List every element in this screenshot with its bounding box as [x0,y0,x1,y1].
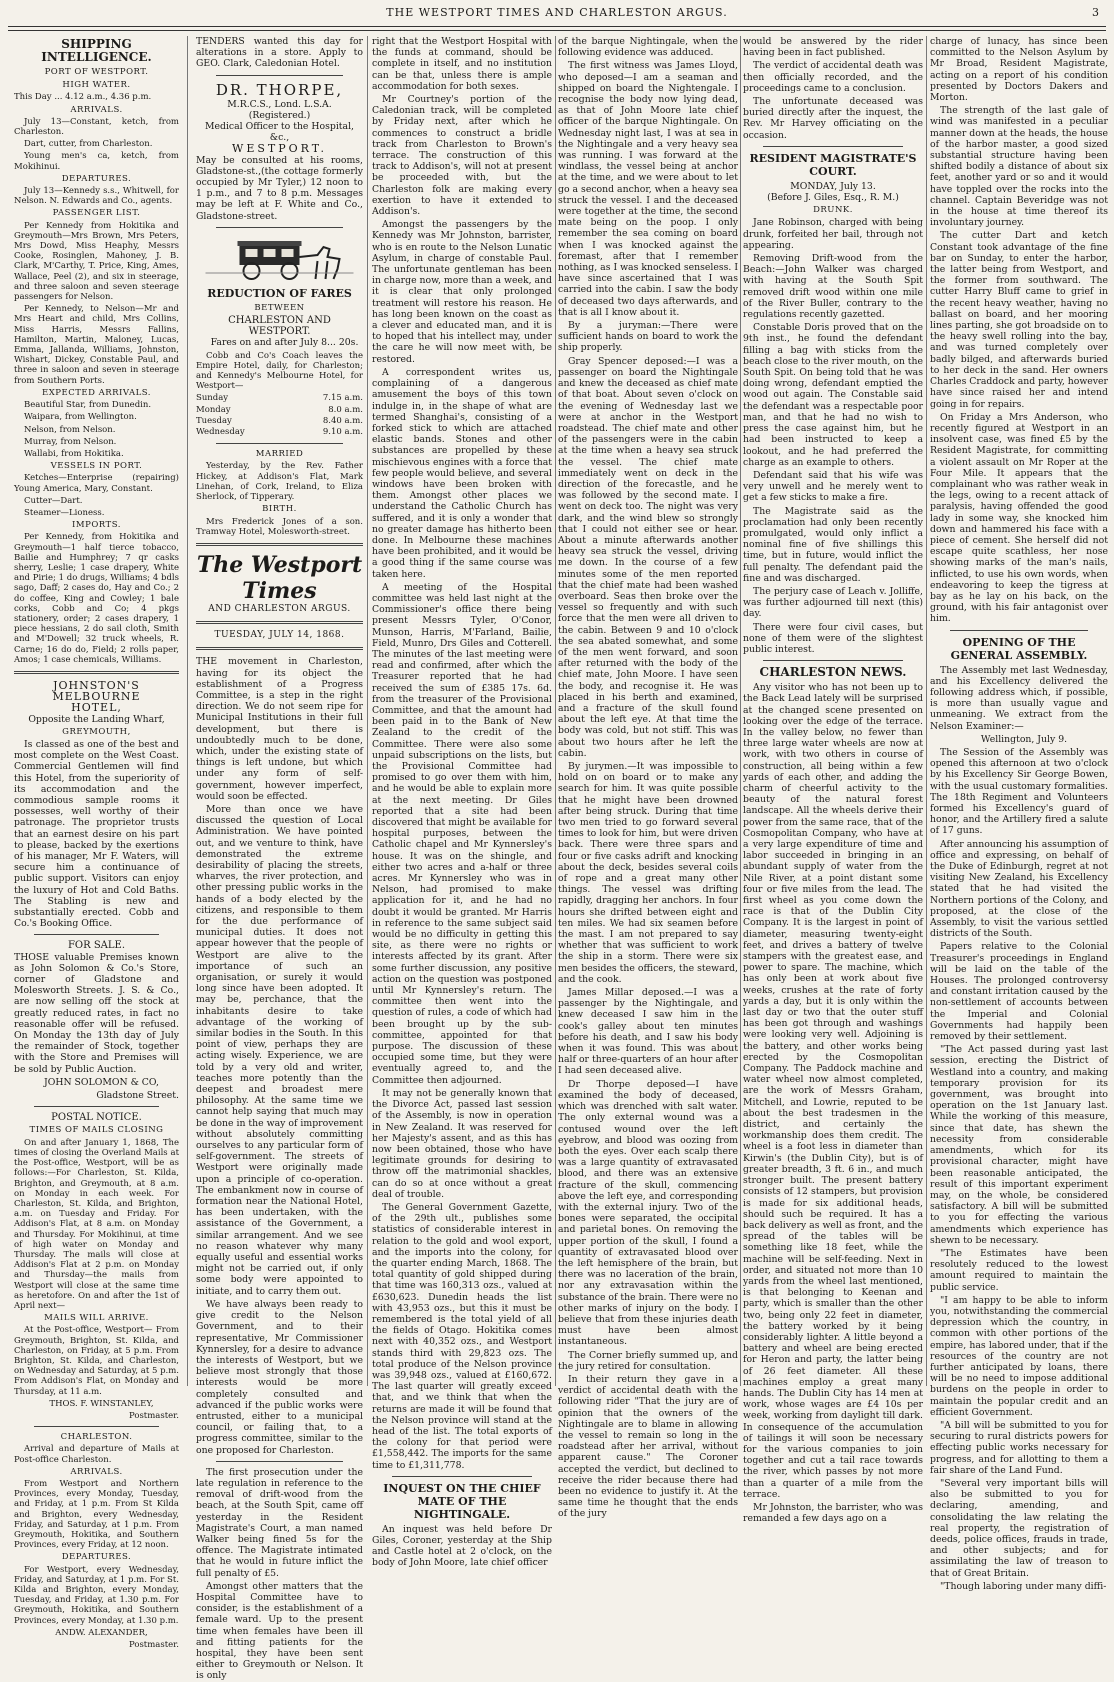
passenger-list: Per Kennedy, to Nelson—Mr and Mrs Heart and child, Mrs Collins, Miss Harris, Messrs Fallins, Hamilton, Martin, Maloney, Lucas, Emma, Jallanda, Williams, Johnston, Wishart, Dickey, Constable Paul, and three in saloon and seven in steerage from Southern Ports. [14,304,179,386]
charleston-arrivals-heading: ARRIVALS. [70,1466,123,1477]
court-before: (Before J. Giles, Esq., R. M.) [767,192,899,204]
expected-item: Murray, from Nelson. [24,436,117,447]
divider [392,1476,532,1477]
article-paragraph: Gray Spencer deposed:—I was a passenger on board the Nightingale and knew the deceased as chief mate of that boat. About seven o'clock on the evening of Wednesday last we were at anchor in the Westport roadstead. The chief mate and other of the passengers were in the cabin at the time when a heavy sea struck the vessel. The chief mate immediately went on deck in the direction of the forecastle, and he was followed by the second mate. I went on deck too. The night was very dark, and the wind blew so strongly that I could not either see or hear. About a minute afterwards another heavy sea struck the vessel, driving me down. In the course of a few minutes some of the men reported that the chief mate had been washed overboard. Seas then broke over the vessel so frequently and with such force that the men were all driven to the cabin. Between 9 and 10 o'clock the sea abated somewhat, and some of the men went forward, and soon after returned with the body of the chief mate, John Moore. I have seen the body, and recognise it. He was placed in his berth and examined, and a fracture of the skull found about the left eye. At that time the body was cold, but not stiff. This was about two hours after he left the cabin. [558,355,738,759]
column-rule [367,36,368,1386]
divider [216,443,343,444]
dateline: Wellington, July 9. [980,733,1068,745]
departures-heading: DEPARTURES. [61,173,132,184]
expected-item: Nelson, from Nelson. [24,424,116,435]
imports-text: Per Kennedy, from Hokitika and Greymouth—1 half tierce tobacco, Bailie and Humphrey; 7 qr casks sherry, Leslie; 1 case drapery, White and Pirie; 1 do drugs, Williams; 4 bdls sago, Daff; 2 cases do, Hay and Co.; 2 do coffee, King and Cowley; 1 bale corks, Cobb and Co; 4 pkgs stationery, order; 2 cases drapery, 1 piece hessians, 2 do sail cloth, Smith and M'Dowell; 32 truck wheels, R. Carne; 16 do do, Field; 2 rolls paper, Amos; 1 case chemicals, Williams. [14,532,179,665]
johnston-ad-body: Is classed as one of the best and most complete on the West Coast. Commercial Gentlemen will find this Hotel, from the superiority of its accommodation and the commodious sample rooms it possesses, well worthy of their patronage. The proprietor trusts that an earnest desire on his part to please, backed by the exertions of his manager, Mr F. Waters, will secure him a continuance of public support. Visitors can enjoy the luxury of Hot and Cold Baths. The Stabling is new and substantially erected. Cobb and Co.'s Booking Office. [14,738,179,930]
column-6 [930,36,1108,1592]
column-2 [196,36,363,1682]
expected-heading: EXPECTED ARRIVALS. [42,387,151,398]
column-3 [372,36,552,1569]
article-paragraph: Jane Robinson, charged with being drunk, forfeited her bail, through not appearing. [743,217,923,251]
article-paragraph: would be answered by the rider having been in fact published. [743,36,923,59]
column-rule [926,36,927,1386]
for-sale-address: Gladstone Street. [96,1090,179,1102]
masthead-title: THE WESTPORT TIMES AND CHARLESTON ARGUS. [386,6,728,19]
column-5 [743,36,923,1525]
editorial-paragraph: The first prosecution under the late regulation in reference to the removal of drift-wood from the beach, at the South Spit, came off yesterday in the Resident Magistrate's Court, a man named Walker being fined 5s for the offence. The Magistrate intimated that he would in future inflict the full penalty of £5. [196,1466,363,1579]
editorial-paragraph: We have always been ready to give credit to the Nelson Government, and to their representative, Mr Commissioner Kynnersley, for a desire to advance the interests of Westport, but we believe most strongly that those interests would be more completely consulted and advanced if the public works were entrusted, either to a municipal council, or failing that, to a progress committee, similar to the one proposed for Charleston. [196,1298,363,1456]
article-paragraph: The Corner briefly summed up, and the jury retired for consultation. [558,1349,738,1372]
doctor-body: May be consulted at his rooms, Gladstone-st.,(the cottage formerly occupied by Mr Tyler,) 12 noon to 1 p.m., and 7 to 8 p.m. Messages may be left at F. White and Co., Gladstone-street. [196,154,363,222]
article-paragraph: The verdict of accidental death was then officially recorded, and the proceedings came to a conclusion. [743,60,923,94]
johnston-place: GREYMOUTH, [62,726,131,737]
coach-icon [196,233,363,283]
charleston-mail-sub: Arrival and departure of Mails at Post-office Charleston. [14,1444,179,1465]
divider [34,1426,159,1427]
divider [34,1106,159,1107]
article-paragraph: right that the Westport Hospital with the funds at command, should be complete in itself, and no institution can be that, unless there is ample accommodation for both sexes. [372,36,552,92]
drunk-heading: DRUNK. [813,205,853,216]
article-paragraph: "Several very important bills will also be submitted to you for declaring, amending, and consolidating the law relating the real property, the registration of deeds, police offices, frauds in trade, and other subjects; and for assimilating the law of treason to that of Great Britain. [930,1477,1108,1579]
table-row [196,427,363,438]
married-heading: MARRIED [255,449,304,460]
fares-route: CHARLESTON AND WESTPORT. [228,315,331,338]
divider [950,630,1088,631]
mails-arrive-heading: MAILS WILL ARRIVE. [44,1313,149,1324]
divider [196,621,363,624]
timetable-time: 7.15 a.m. [322,393,363,404]
court-heading: RESIDENT MAGISTRATE'S COURT. [749,151,917,178]
inquest-heading: INQUEST ON THE CHIEF MATE OF THE NIGHTINGALE. [383,1481,541,1521]
article-paragraph: "The Estimates have been resolutely reduced to the lowest amount required to maintain the public service. [930,1247,1108,1293]
divider [216,75,343,76]
charleston-signature: ANDW. ALEXANDER, [55,1627,148,1638]
divider [216,227,343,228]
arrival-item: July 13—Constant, ketch, from Charleston. [14,116,179,138]
article-paragraph: A meeting of the Hospital committee was held last night at the Commissioner's office there being present Messrs Tyler, O'Conor, Munson, Harris, M'Farland, Bailie, Field, Munro, Drs Giles and Cotterell. The minutes of the last meeting were read and confirmed, after which the Treasurer reported that he had received the sum of £385 17s. 6d. from the treasurer of the Provisional Committee, and that the amount had been paid in to the Bank of New Zealand to the credit of the Committee. There were also some unpaid subscriptions on the lists, but the Provisional Committee had promised to go over them with him, and he would be able to explain more at the next meeting. Dr Giles reported that a site had been discovered that might be available for hospital purposes, between the Catholic chapel and Mr Kynnersley's house. It was on the shingle, and either two acres and a-half or three acres. Mr Kynnersley who was in Nelson, had promised to make application for it, and he had no doubt it would be granted. Mr Harris in reference to the same subject said would be no difficulty in getting this site, as there were no rights or interests affected by its grant. After some further discussion, any positive action on the question was postponed until Mr Kynnersley's return. The committee then went into the question of rules, a code of which had been brought up by the sub-committee, appointed for that purpose. The discussion of these occupied some time, but they were eventually agreed to, and the Committee then adjourned. [372,581,552,1086]
issue-date: TUESDAY, JULY 14, 1868. [214,630,345,641]
shipping-heading: SHIPPING INTELLIGENCE. [41,37,152,64]
article-paragraph: The perjury case of Leach v. Jolliffe, was further adjourned till next (this) day. [743,585,923,620]
nameplate-sub: AND CHARLESTON ARGUS. [208,603,351,614]
editorial-paragraph: More than once we have discussed the question of Local Administration. We have pointed out, and we venture to think, have demonstrated the extreme desirability of placing the streets, wharves, the river protection, and other pressing public works in the hands of a body elected by the citizens, and responsible to them for the due performance of municipal duties. It does not appear however that the people of Westport are alive to the importance of such an organisation, or surely it would long since have been adopted. It may be, perchance, that the inhabitants desire to take advantage of the working of similar bodies in the South. In this point of view, perhaps they are acting wisely. Experience, we are told by a very old and writer, teaches more potently than the deepest and broadest mere philosophy. At the same time we cannot help saying that much may be done in the way of improvement without absolutely committing ourselves to any particular form of self-government. The streets of Westport were originally made upon a principle of co-operation. The embankment now in course of formation near the National Hotel, has been undertaken, with the assistance of the Government, a similar arrangement. And we see no reason whatever why many equally useful and essential works might not be carried out, if only some body were appointed to initiate, and to carry them out. [196,803,363,1297]
port-heading: PORT OF WESTPORT. [44,67,149,77]
arrival-item: Young men's ca, ketch, from Mokihinui. [14,151,179,172]
vessel-item: Steamer—Lioness. [24,507,105,518]
column-rule [555,36,556,1386]
article-paragraph: An inquest was held before Dr Giles, Coroner, yesterday at the Ship and Castle hotel at 2 o'clock, on the body of John Moore, late chief officer [372,1523,552,1569]
column-1 [14,36,180,1651]
expected-item: Wallabi, from Hokitika. [24,448,124,459]
vessel-item: Ketches—Enterprise (repairing) Young America, Mary, Constant. [14,473,179,494]
imports-heading: IMPORTS. [72,520,121,531]
postal-body-2: At the Post-office, Westport— From Greymouth, Brighton, St. Kilda, and Charleston, on Friday, at 5 p.m. From Brighton, St. Kilda, and Charleston, on Wednesday and Saturday, at 5 p.m. From Addison's Flat, on Monday and Thursday, at 11 a.m. [14,1325,180,1397]
coach-timetable [196,393,363,438]
postal-times-heading: TIMES OF MAILS CLOSING [29,1125,164,1136]
timetable-time: 9.10 a.m. [322,427,363,438]
expected-item: Waipara, from Wellington. [24,412,137,423]
divider [196,647,363,650]
editorial-paragraph: Amongst other matters that the Hospital Committee have to consider, is the establishment of a female ward. Up to the present time when females have been ill and fitting patients for the hospital, they have been sent either to Greymouth or Nelson. It is only [196,1580,363,1682]
postal-heading: POSTAL NOTICE. [51,1112,142,1124]
assembly-heading: OPENING OF THE GENERAL ASSEMBLY. [950,635,1088,662]
timetable-day: Tuesday [196,415,232,426]
table-row [196,393,363,404]
birth-heading: BIRTH. [262,504,297,515]
doctor-quals: M.R.C.S., Lond. L.S.A. (Registered.) [227,98,332,121]
vessels-heading: VESSELS IN PORT. [50,461,143,472]
fares-between: BETWEEN [254,302,305,313]
charleston-departures: For Westport, every Wednesday, Friday, and Saturday, at 1 p.m. For St. Kilda and Brighton, every Monday, Tuesday, and Friday, at 1.30 p.m. For Greymouth, Hokitika, and Southern Provinces, every Monday, at 1.30 p.m. [14,1564,179,1626]
johnston-heading-2: HOTEL, [71,701,122,715]
fares-body: Cobb and Co's Coach leaves the Empire Hotel, daily, for Charleston; and Kennedy's Melbourne Hotel, for Westport— [196,350,363,392]
article-paragraph: "The Act passed during yast last session, erecting the District of Westland into a country, and making temporary provision for its government, was brought into operation on the 1st January last. While the working of this measure, since that date, has shewn the necessity from considerable amendments, which for its provisional character, might have been reasonable anticipated, the result of this important experiment may, on the whole, be considered satisfactory. A bill will be submitted to you for effecting the various amendments which experience has shewn to be necessary. [930,1044,1108,1246]
editorial-paragraph: THE movement in Charleston, having for its object the establishment of a Progress Committee, is a step in the right direction. We do not seem ripe for Municipal Institutions in their full development, but there is undoubtedly much to be done, which, under the existing state of things is left undone, but which under any form of self-government, however imperfect, would soon be effected. [196,656,363,802]
article-paragraph: "Though laboring under many diffi- [940,1580,1107,1592]
article-paragraph: The General Government Gazette, of the 29th ult., publishes some statistics of considerable interest in relation to the gold and wool export, and the imports into the colony, for the quarter ending March, 1868. The total quantity of gold shipped during that time was 160,313 ozs., valued at £630,623. Dunedin heads the list with 43,953 ozs., but this it must be remembered is the total yield of all the fields of Otago. Hokitika comes next with 40,352 ozs., and Westport stands third with 29,823 ozs. The total produce of the Nelson province was 39,948 ozs., valued at £160,672. The last quarter will greatly exceed that, and we think that when the returns are made it will be found that the Nelson province will stand at the head of the list. The total exports of the colony for that period were £1,558,442. The imports for the same time to £1,311,778. [372,1201,552,1471]
article-paragraph: The Session of the Assembly was opened this afternoon at two o'clock by his Excellency Sir George Bowen, with the usual customary formalities. The 18th Regiment and Volunteers formed his Excellency's guard of honor, and the Artillery fired a salute of 17 guns. [930,746,1108,837]
masthead-rule-lower [8,30,1106,31]
for-sale-signature: JOHN SOLOMON & CO, [44,1076,159,1088]
vessel-item: Cutter—Dart. [24,495,83,506]
article-paragraph: Mr Courtney's portion of the Caledonian track, will be completed by Friday next, after which he commences to construct a bridle track from Charleston to Brown's terrace. The construction of this track to Addison's, will not at present be proceeded with, but the Charleston folk are making every exertion to have it extended to Addison's. [372,94,552,218]
birth-body: Mrs Frederick Jones of a son. Tramway Hotel, Molesworth-street. [196,516,363,537]
article-paragraph: Removing Drift-wood from the Beach:—John Walker was charged with having at the South Spit removed drift wood within one mile of the River Buller, contrary to the regulations recently gazetted. [743,253,923,321]
article-paragraph: Dr Thorpe deposed—I have examined the body of deceased, which was drenched with salt water. The only external wound was a contused wound over the left eyebrow, and blood was oozing from both the eyes. Over each scalp there was a large quantity of extravasated blood, and there was an extensive fracture of the skull, commencing above the left eye, and corresponding with the external injury. Two of the bones were separated, the occipital and parietal bones. On removing the upper portion of the skull, I found a quantity of extravasated blood over the left hemisphere of the brain, but there was no laceration of the brain, nor any extravasation within the substance of the brain. There were no other marks of injury on the body. I believe that from these injuries death must have been almost instantaneous. [558,1078,738,1348]
charleston-news-heading: CHARLESTON NEWS. [759,665,907,680]
masthead [0,0,1114,26]
article-paragraph: Defendant said that his wife was very unwell and he merely went to get a few sticks to make a fire. [743,469,923,504]
article-paragraph: The first witness was James Lloyd, who deposed—I am a seaman and shipped on board the Nightengale. I recognise the body now lying dead, as that of John Moore late chief officer of the barque Nightingale. On Wednesday night last, I was at sea in the Nightingale and a very heavy sea was running. I was forward at the windlass, the vessel being at anchor at the time, and we were about to let go a second anchor, when a heavy sea struck the vessel. I and the deceased were together at the time, the second mate being on the poop. I only remember the sea coming on board when I was knocked against the foremast, after that I remember nothing, as I was knocked senseless. I have since ascertained that I was carried into the cabin. I saw the body of deceased two days afterwards, and that is all I know about it. [558,60,738,318]
article-paragraph: Amongst the passengers by the Kennedy was Mr Johnston, barrister, who is en route to the Nelson Lunatic Asylum, in charge of constable Paul. The unfortunate gentleman has been in charge now, more than a week, and it is clear that only prolonged treatment will restore his reason. He has long been known on the coast as a clever and educated man, and it is to hoped that his intellect may, under the care he will now meet with, be restored. [372,219,552,365]
article-paragraph: By jurymen.—It was impossible to hold on on board or to make any search for him. It was quite possible that he might have been drowned after being struck. During that time two men tried to go forward several times to look for him, but were driven back. There were three spars and four or five casks adrift and knocking about the deck, besides several coils of rope and a great many other things. The vessel was drifting rapidly, dragging her anchors. In four hours she drifted between eight and ten miles. We had six seamen before the mast. I am not prepared to say whether that was sufficient to work the ship in a storm. There were six men besides the officers, the steward, and the cook. [558,761,738,985]
tenders-notice: TENDERS wanted this day for alterations in a store. Apply to GEO. Clark, Caledonian Hotel. [196,36,363,70]
high-water-text: This Day ... 4.12 a.m., 4.36 p.m. [14,92,152,103]
expected-item: Beautiful Star, from Dunedin. [24,400,152,411]
doctor-town: WESTPORT. [232,142,327,156]
divider [14,671,179,674]
postal-body: On and after January 1, 1868, The times of closing the Overland Mails at the Post-office, Westport, will be as follows:—For Charleston, St. Kilda, Brighton, and Greymouth, at 8 a.m. on Monday in each week. For Charleston, St. Kilda, and Brighton, a.m. on Tuesday and Friday. For Addison's Flat, at 8 a.m. on Monday and Thursday. For Mokihinui, at time of high water on Monday and Thursday. The mails will close at Addison's Flat at 2 p.m. on Monday and Thursday—the mails from Westport will close at the same time as heretofore. On and after the 1st of April next— [14,1137,179,1311]
postal-title: Postmaster. [128,1410,179,1421]
article-paragraph: On Friday a Mrs Anderson, who recently figured at Westport in an insolvent case, was fined £5 by the Resident Magistrate, for committing a violent assault on Mr Roper at the Four Mile. It appears that the complainant who was rather weak in the legs, owing to a recent attack of paralysis, having offended the good lady in some way, she knocked him down and hammered his face with a piece of cement. She herself did not escape quite scathless, her nose showing marks of the man's nails, inflicted, to use his own words, when endeavoring to keep the tigress at bay as he lay on his back, on the ground, with his fair antagonist over him. [930,411,1108,625]
article-paragraph: Any visitor who has not been up to the Back Lead lately will be surprised at the changed scene presented on looking over the edge of the terrace. In the valley below, no fewer than three large water wheels are now at work, with two others in course of construction, all being within a few yards of each other, and adding the charm of cheerful activity to the beauty of the natural forest landscape. All the wheels derive their power from the same race, that of the Cosmopolitan Company, who have at a very large expenditure of time and labor succeeded in bringing in an abundant supply of water from the Nile River, at a point distant some four or five miles from the lead. The first wheel as you come down the race is that of the Dublin City Company. It is the largest in point of diameter, measuring twenty-eight feet, and drives a battery of twelve stampers with the greatest ease, and power to spare. The machine, which has only been at work about five weeks, crushes at the rate of forty yards a day, but it is only within the last day or two that the outer stuff has been got through and washings were looking very well. Adjoining is the battery, and other works being erected by the Cosmopolitan Company. The Paddock machine and water wheel now almost completed, are the work of Messrs Graham, Mitchell, and Lowrie, reputed to be about the best tradesmen in the district, and certainly the workmanship does them credit. The wheel is a foot less in diameter than Kirwin's (the Dublin City), but is of greater breadth, 3 ft. 6 in., and much stronger built. The present battery consists of 12 stampers, but provision is made for six additional heads, should such be required. It has a back delivery as well as front, and the spread of the tables will be something like 18 feet, while the machine will be self-feeding. Next in order, and situated not more than 10 yards from the wheel last mentioned, is that belonging to Keenan and party, which is smaller than the other two, being only 22 feet in diameter, the battery worked by it being considerably lighter. A little beyond a battery and wheel are being erected for Heron and party, the latter being of 26 feet diameter. All these machines employ a great many hands. The Dublin City has 14 men at work, whose wages are £4 10s per week, working from daylight till dark. In consequence of the accumulation of tailings it will soon be necessary for the various companies to join together and cut a tail race towards the river, which passes by not more than a quarter of a mile from the terrace. [743,682,923,1500]
fares-line: Fares on and after July 8... 20s. [210,337,359,349]
nameplate: The Westport Times [196,551,363,604]
timetable-day: Sunday [196,393,229,404]
charleston-arrivals: From Westport and Northern Provinces, every Monday, Tuesday, and Friday, at 1 p.m. From St Kilda and Brighton, every Wednesday, Friday, and Saturday, at 1 p.m. From Greymouth, Hokitika, and Southern Provinces, every Friday, at 12 noon. [14,1478,179,1551]
johnston-subheading: Opposite the Landing Wharf, [28,713,165,725]
article-paragraph: There were four civil cases, but none of them were of the slightest public interest. [743,621,923,655]
charleston-departures-heading: DEPARTURES. [61,1552,132,1563]
column-rule [187,36,188,1386]
article-paragraph: James Millar deposed.—I was a passenger by the Nightingale, and knew deceased I saw him in the cook's galley about ten minutes before his death, and I saw his body when it was found. This was about half or three-quarters of an hour after I had seen deceased alive. [558,987,738,1077]
timetable-day: Wednesday [196,427,245,438]
article-paragraph: The Assembly met last Wednesday, and his Excellency delivered the following address which, if possible, is more than usually vague and unmeaning. We extract from the Nelson Examiner:— [930,664,1108,732]
postal-signature: THOS. F. WINSTANLEY, [49,1398,154,1409]
divider [763,146,903,147]
table-row [196,405,363,416]
article-paragraph: A correspondent writes us, complaining of a dangerous amusement the boys of this town indulge in, in the shape of what are termed Shanghai's, consisting of a forked stick to which are attached elastic bands. Stones and other substances are propelled by these mischievous engines with a force that few people would believe, and several windows have been broken with them. Amongst other places we understand the Catholic Church has suffered, and it is only a wonder that no greater damage has hitherto been done. In Melbourne these machines have been prohibited, and it would be a good thing if the same course was taken here. [372,366,552,580]
passenger-heading: PASSENGER LIST. [52,208,141,219]
fares-heading: REDUCTION OF FARES [207,286,352,300]
departures-text: July 13—Kennedy s.s., Whitwell, for Nelson. N. Edwards and Co., agents. [14,186,179,207]
timetable-day: Monday [196,404,231,415]
for-sale-heading: FOR SALE. [67,940,126,952]
article-paragraph: It may not be generally known that the Divorce Act, passed last session of the Assembly, is now in operation in New Zealand. It was reserved for her Majesty's assent, and as this has now been obtained, those who have legitimate grounds for desiring to throw off the matrimonial shackles, can do so at once without a great deal of trouble. [372,1087,552,1200]
doctor-office: Medical Officer to the Hospital, &c., [204,121,354,144]
article-paragraph: charge of lunacy, has since been committed to the Nelson Asylum by Mr Broad, Resident Magistrate, acting on a report of his condition presented by Doctors Dakers and Morton. [930,36,1108,104]
article-paragraph: of the barque Nightingale, when the following evidence was adduced. [558,36,738,59]
court-date: MONDAY, July 13. [790,180,876,192]
divider [763,660,903,661]
article-paragraph: The cutter Dart and ketch Constant took advantage of the fine bar on Sunday, to enter the harbor, the latter being from Westport, and the former from southward. The cutter Harry Bluff came to grief in the recent heavy weather, having no ballast on board, and her mooring lines parting, she got broadside on to the heavy swell rolling into the bay, and was turned completely over badly bilged, and afterwards buried to her deck in the sand. Her owners Charles Craddock and party, however have since raised her and intend going in for repairs. [930,230,1108,410]
column-rule [740,36,741,1386]
doctor-name: DR. THORPE, [215,80,344,99]
divider [34,934,159,935]
article-paragraph: The Magistrate said as the proclamation had only been recently promulgated, would only inflict a nominal fine of five shillings this time, but in future, would inflict the full penalty. The defendant paid the fine and was discharged. [743,505,923,584]
high-water-heading: HIGH WATER. [62,80,131,91]
passenger-list: Per Kennedy from Hokitika and Greymouth—Mrs Brown, Mrs Peters, Mrs Dowd, Miss Heaphy, Messrs Cooke, Rosinglen, Mahoney, J. B. Clark, M'Carthy, T. Price, King, Ames, Wallace, Peel (2), and six in steerage, and three saloon and seven steerage passengers for Nelson. [14,220,179,303]
timetable-time: 8.40 a.m. [322,415,363,426]
charleston-title: Postmaster. [128,1640,179,1651]
article-paragraph: Mr Johnston, the barrister, who was remanded a few days ago on a [743,1501,923,1525]
johnston-heading: JOHNSTON'S MELBOURNE [52,678,141,704]
article-paragraph: In their return they gave in a verdict of accidental death with the following rider "That the jury are of opinion that the owners of the Nightingale are to blame in allowing the vessel to remain so long in the roadstead after her arrival, without apparent cause." The Coroner accepted the verdict, but declined to receive the rider because there had been no evidence to justify it. At the same time he thought that the ends of the jury [558,1373,738,1520]
article-paragraph: "A bill will be submitted to you for securing to rural districts powers for effecting public works necessary for progress, and for allotting to them a fair share of the Land Fund. [930,1419,1108,1476]
charleston-mail-heading: CHARLESTON. [60,1432,133,1443]
arrivals-heading: ARRIVALS. [70,104,123,115]
article-paragraph: After announcing his assumption of office and expressing, on behalf of the Duke of Edinburgh, regret at not visiting New Zealand, his Excellency stated that he had visited the Northern portions of the Colony, and proposed, at the close of the Assembly, to visit the various settled districts of the South. [930,838,1108,940]
arrival-item: Dart, cutter, from Charleston. [24,139,153,150]
masthead-rule [8,26,1106,27]
page-number: 3 [1092,6,1100,19]
article-paragraph: "I am happy to be able to inform you, notwithstanding the commercial depression which the country, in common with other portions of the empire, has labored under, that if the resources of the country are not further anticipated by loans, there will be no need to impose additional burdens on the people in order to maintain the popular credit and an efficient Government. [930,1294,1108,1418]
column-4 [558,36,738,1520]
article-paragraph: Papers relative to the Colonial Treasurer's proceedings in England will be laid on the table of the Houses. The prolonged controversy and constant irritation caused by the non-settlement of accounts between the Imperial and Colonial Governments had happily been removed by their settlement. [930,941,1108,1043]
divider [196,543,363,546]
article-paragraph: Constable Doris proved that on the 9th inst., he found the defendant filling a bag with sticks from the beach close to the river mouth, on the South Spit. On being told that he was doing wrong, defendant emptied the wood out again. The Constable said the defendant was a respectable poor man, and that he had no wish to press the case against him, but he had been instructed to keep a lookout, and he had preferred the charge as an example to others. [743,322,923,468]
table-row [196,416,363,427]
timetable-time: 8.0 a.m. [328,404,363,415]
for-sale-body: THOSE valuable Premises known as John Solomon & Co.'s Store, corner of Gladstone and Molesworth Streets. J. S. & Co., are now selling off the stock at greatly reduced rates, in fact no reasonable offer will be refused. On Monday the 13th day of July the remainder of Stock, together with the Store and Premises will be sold by Public Auction. [14,951,179,1075]
article-paragraph: The strength of the last gale of wind was manifested in a peculiar manner down at the heads, the house of the harbor master, a good sized substantial structure having been shifted bodily a distance of about six feet, another yard or so and it would have toppled over the rocks into the channel. Captain Beveridge was not in the house at time thereof its involuntary journey. [930,105,1108,229]
married-body: Yesterday, by the Rev. Father Hickey, at Addison's Flat, Mark Linehan, of Cork, Ireland, to Eliza Sherlock, of Tipperary. [196,461,363,503]
article-paragraph: The unfortunate deceased was buried directly after the inquest, the Rev. Mr Harvey officiating on the occasion. [743,96,923,141]
article-paragraph: By a juryman:—There were sufficient hands on board to work the ship properly. [558,320,738,354]
divider [216,1461,343,1462]
